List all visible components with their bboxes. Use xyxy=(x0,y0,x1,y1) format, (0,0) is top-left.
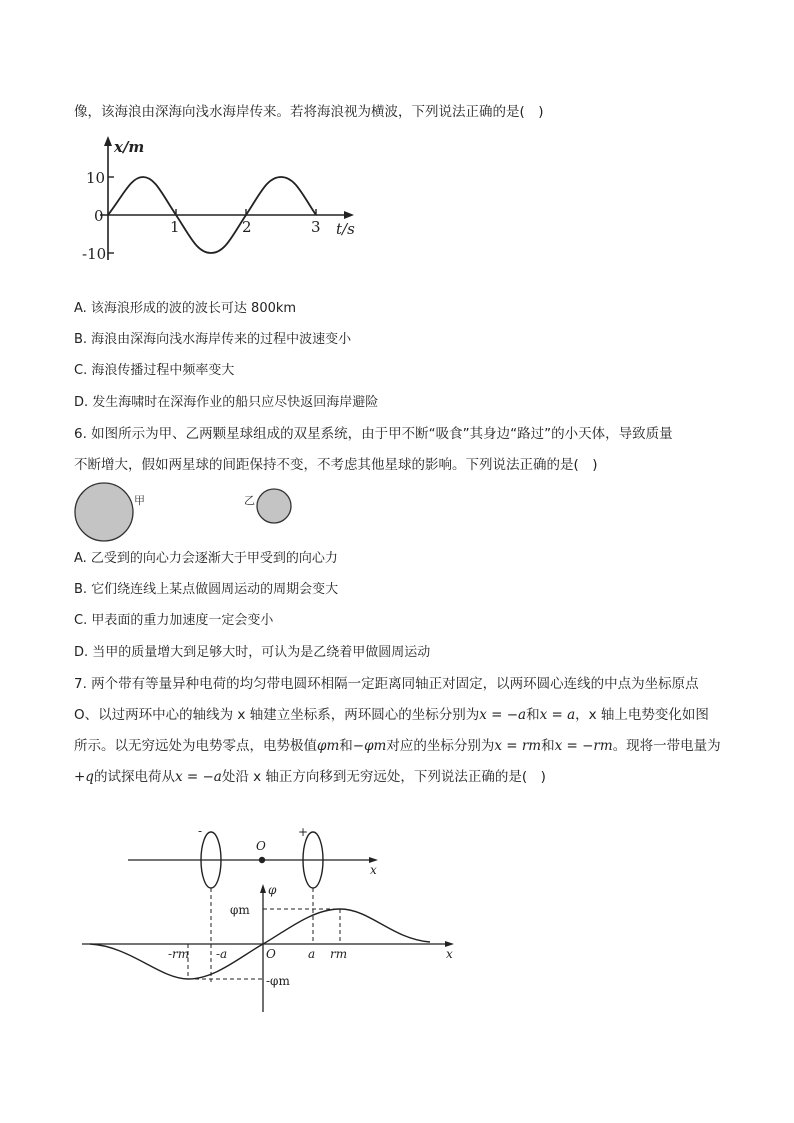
q6-stem-line1: 6. 如图所示为甲、乙两颗星球组成的双星系统，由于甲不断“吸食”其身边“路过”的小天体，导致质量 xyxy=(74,426,673,442)
q7-line4 xyxy=(74,767,546,787)
q5-option-a: A. 该海浪形成的波的波长可达 800km xyxy=(74,301,297,316)
q7-math-neg-phim: −φm xyxy=(352,738,387,754)
phi-m-label: φm xyxy=(230,903,250,917)
rm-label: rm xyxy=(330,947,348,961)
star-jia-label: 甲 xyxy=(134,494,145,507)
neg-phi-m-label: -φm xyxy=(266,974,290,988)
x-tick-2: 2 xyxy=(242,218,252,236)
q7-line3 xyxy=(74,736,721,756)
q7-line3-text-a: 所示。以无穷远处为电势零点，电势极值 xyxy=(74,738,317,754)
q7-line3-text-e: 对应的坐标分别为 xyxy=(386,738,495,754)
origin-dot xyxy=(259,857,265,863)
q7-line2 xyxy=(74,705,709,725)
y-axis-label: x/m xyxy=(114,138,145,156)
x-tick-1: 1 xyxy=(170,218,180,236)
q6-option-d: D. 当甲的质量增大到足够大时，可认为是乙绕着甲做圆周运动 xyxy=(74,645,431,660)
q6-option-c: C. 甲表面的重力加速度一定会变小 xyxy=(74,613,274,628)
q7-math-plus-q: +q xyxy=(74,769,94,785)
x-axis-label: t/s xyxy=(336,220,355,238)
y-tick-0: 0 xyxy=(94,207,104,225)
q7-line2-text-e: ，x 轴上电势变化如图 xyxy=(575,707,709,723)
star-yi xyxy=(257,489,291,523)
q6-option-b: B. 它们绕连线上某点做圆周运动的周期会变大 xyxy=(74,582,339,597)
q7-line2-text-c: 和 xyxy=(526,707,540,723)
q7-line1: 7. 两个带有等量异种电荷的均匀带电圆环相隔一定距离同轴正对固定，以两环圆心连线的中点为坐标原点 xyxy=(74,676,699,692)
q7-math-neg-rm: x = −rm xyxy=(554,738,613,754)
star-jia xyxy=(75,483,133,541)
top-axis-label: x xyxy=(370,863,377,877)
star-yi-label: 乙 xyxy=(244,494,255,507)
ring-negative-sign: - xyxy=(198,824,203,838)
bottom-axis-label: x xyxy=(446,947,453,961)
q7-math-neg-a: x = −a xyxy=(479,707,527,723)
q5-option-c: C. 海浪传播过程中频率变大 xyxy=(74,363,235,378)
q7-line3-text-c: 和 xyxy=(339,738,353,754)
q7-potential-figure xyxy=(80,822,480,1022)
ring-positive-sign: + xyxy=(298,825,309,839)
q7-math-phim: φm xyxy=(317,738,340,754)
q5-stem-tail: 像，该海浪由深海向浅水海岸传来。若将海浪视为横波，下列说法正确的是( ) xyxy=(74,104,544,120)
q7-line3-text-g: 和 xyxy=(541,738,555,754)
neg-rm-label: -rm xyxy=(168,947,190,961)
q5-wave-graph xyxy=(80,132,380,282)
q6-binary-star-figure xyxy=(70,480,330,550)
origin-label-bottom: O xyxy=(266,947,276,961)
q7-line4-text-b: 的试探电荷从 xyxy=(93,769,175,785)
neg-a-label: -a xyxy=(216,947,228,961)
y-tick-neg10: -10 xyxy=(82,245,107,263)
a-label: a xyxy=(308,947,316,961)
y-tick-10: 10 xyxy=(86,169,106,187)
q7-math-rm: x = rm xyxy=(494,738,542,754)
q7-line2-text-a: O、以过两环中心的轴线为 x 轴建立坐标系，两环圆心的坐标分别为 xyxy=(74,707,480,723)
q7-line3-text-i: 。现将一带电量为 xyxy=(612,738,721,754)
origin-label-top: O xyxy=(256,839,266,853)
x-tick-3: 3 xyxy=(311,218,321,236)
q7-line4-text-d: 处沿 x 轴正方向移到无穷远处，下列说法正确的是( ) xyxy=(221,769,546,785)
q7-math-a: x = a xyxy=(539,707,576,723)
q6-option-a: A. 乙受到的向心力会逐渐大于甲受到的向心力 xyxy=(74,551,338,566)
q7-math-start-neg-a: x = −a xyxy=(174,769,222,785)
q5-option-b: B. 海浪由深海向浅水海岸传来的过程中波速变小 xyxy=(74,332,352,347)
q6-stem-line2: 不断增大，假如两星球的间距保持不变，不考虑其他星球的影响。下列说法正确的是( ) xyxy=(74,457,598,473)
q5-option-d: D. 发生海啸时在深海作业的船只应尽快返回海岸避险 xyxy=(74,395,379,410)
phi-axis-label: φ xyxy=(268,883,277,897)
